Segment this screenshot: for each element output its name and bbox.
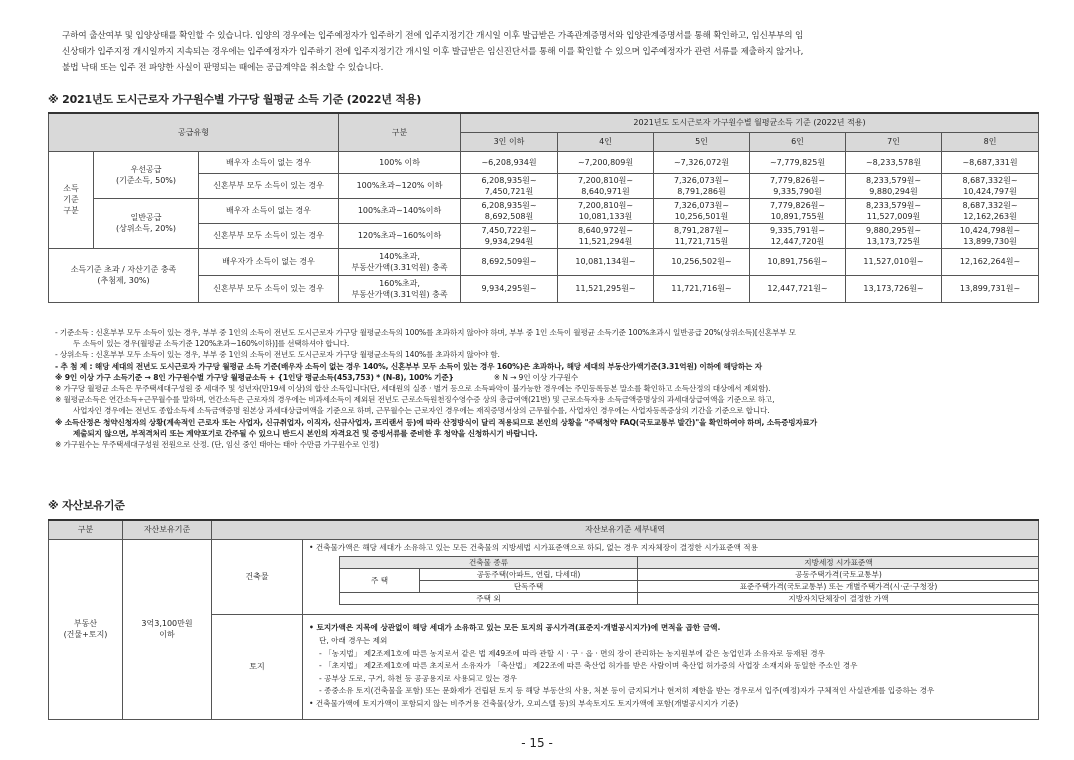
note-formula: ※ 9인 이상 가구 소득기준 → 8인 가구원수별 가구당 월평균소득 + {1인당 평균소득(453,753) * (N-8), 100% 기준}	[55, 372, 454, 382]
value-cell: 10,891,756원~	[750, 248, 846, 275]
table-row	[340, 593, 1039, 605]
value-cell	[846, 173, 942, 198]
table-row	[340, 569, 1039, 581]
table-row	[49, 248, 1039, 275]
priority-label-line: (기준소득, 50%)	[115, 175, 177, 185]
value-line: 11,721,715원	[674, 236, 729, 246]
value-cell: 11,721,716원~	[654, 275, 750, 302]
asset-header-category: 구분	[49, 520, 123, 539]
page-number: - 15 -	[521, 736, 553, 750]
asset-section-title: ※ 자산보유기준	[48, 499, 125, 512]
table-row	[340, 581, 1039, 593]
value-line: 8,687,332원~	[962, 175, 1018, 185]
note-line: 제출되지 않으면, 부적격처리 또는 계약포기로 간주될 수 있으니 반드시 본인의 자격요건 및 증빙서류를 준비한 후 청약을 신청하시기 바랍니다.	[73, 428, 538, 438]
building-label: 건축물	[212, 539, 303, 614]
inner-header-price: 지방세정 시가표준액	[638, 557, 1039, 569]
value-cell	[461, 223, 558, 248]
income-label-line: 기준	[63, 195, 79, 204]
note-line	[55, 372, 1040, 383]
row-desc: 배우자 소득이 없는 경우	[199, 151, 339, 173]
header-household-8: 8인	[942, 132, 1039, 151]
note-line: - 추 첨 제 : 해당 세대의 전년도 도시근로자 가구당 월평균 소득 기준(배우자 소득이 없는 경우 140%, 신혼부부 모두 소득이 있는 경우 160%)은 초과하나, 해당 세대의 부동산가액기준(3.31억원) 이하에 해당하는 자	[55, 361, 762, 371]
lottery-label-line: 소득기준 초과 / 자산기준 충족	[70, 265, 177, 274]
asset-header-detail: 자산보유기준 세부내역	[212, 520, 1039, 539]
table-row	[49, 198, 1039, 223]
row-category	[339, 275, 461, 302]
value-line: 6,208,935원~	[481, 175, 537, 185]
asset-criteria-table	[48, 519, 1039, 720]
value-cell	[846, 198, 942, 223]
value-line: 7,200,810원~	[577, 200, 634, 210]
intro-line: 신상태가 입주지정 개시일까지 지속되는 경우에는 입주예정자가 입주하기 전에 입주지정기간 개시일 이후 발급받은 임신진단서를 통해 이를 확인할 수 있으며 입주예정자가 관련 서류를 제출하지 않거나,	[62, 47, 804, 57]
row-desc: 신혼부부 모두 소득이 있는 경우	[199, 223, 339, 248]
land-line: - 「초지법」 제2조제1호에 따른 초지로서 소유자가 「축산법」 제22조에 따른 축산업 허가를 받은 사람이며 축산업 허가증의 사업장 소재지와 동일한 주소인 경우	[319, 661, 858, 671]
value-cell: ~7,200,809원	[558, 151, 654, 173]
inner-header-type: 건축물 종류	[340, 557, 638, 569]
row-desc: 배우자가 소득이 없는 경우	[199, 248, 339, 275]
land-line: 단, 아래 경우는 제외	[319, 636, 388, 646]
row-category	[339, 248, 461, 275]
header-household-3: 3인 이하	[461, 132, 558, 151]
header-household-4: 4인	[558, 132, 654, 151]
land-line: • 토지가액은 지목에 상관없이 해당 세대가 소유하고 있는 모든 토지의 공시가격(표준지·개별공시지가)에 면적을 곱한 금액.	[309, 623, 721, 633]
asset-standard-line: 이하	[159, 630, 175, 639]
income-label	[49, 151, 94, 248]
value-cell: ~7,779,825원	[750, 151, 846, 173]
note-line: ※ 소득산정은 청약신청자의 상황(계속적인 근로자 또는 사업자, 신규취업자, 이직자, 신규사업자, 프리랜서 등)에 따라 산정방식이 달리 적용되므로 본인의 상황을 "주택청약 FAQ(국토교통부 발간)"을 확인하여야 하며, 소득증빙자료가	[55, 417, 818, 427]
value-cell: 13,899,731원~	[942, 275, 1039, 302]
value-cell: 11,521,295원~	[558, 275, 654, 302]
value-line: 11,527,009원	[866, 211, 921, 221]
inner-type: 공동주택(아파트, 연립, 다세대)	[420, 569, 638, 581]
value-cell	[558, 173, 654, 198]
value-line: 12,447,720원	[770, 236, 825, 246]
value-line: 7,450,722원~	[481, 225, 537, 235]
note-line: - 상위소득 : 신혼부부 모두 소득이 있는 경우, 부부 중 1인의 소득이 전년도 도시근로자 가구당 월평균소득의 140%를 초과하지 않아야 함.	[55, 350, 500, 360]
land-line: - 종중소유 토지(건축물을 포함) 또는 문화재가 건립된 토지 등 해당 부동산의 사용, 처분 등이 금지되거나 현저히 제한을 받는 경우로서 입주(예정)자가 구체적인 사실관계를 입증하는 경우	[319, 686, 935, 696]
value-cell: 10,256,502원~	[654, 248, 750, 275]
building-detail	[303, 539, 1039, 614]
note-line: 두 소득이 있는 경우(월평균 소득기준 120%초과~160%이하)]를 선택하셔야 합니다.	[73, 339, 350, 349]
income-criteria-table	[48, 112, 1039, 303]
note-line: ※ 월평균소득은 연간소득÷근무월수를 말하며, 연간소득은 근로자의 경우에는 비과세소득이 제외된 전년도 근로소득원천징수영수증 상의 총급여액(21번) 및 근로소득자용 소득금액증명상의 과세대상급여액을 기준으로 하고,	[55, 395, 775, 405]
value-line: 8,687,332원~	[962, 200, 1018, 210]
value-cell: 12,447,721원~	[750, 275, 846, 302]
value-line: 9,934,294원	[484, 236, 534, 246]
value-cell: ~8,233,578원	[846, 151, 942, 173]
value-cell: ~8,687,331원	[942, 151, 1039, 173]
value-line: 13,173,725원	[866, 236, 921, 246]
value-cell	[750, 173, 846, 198]
value-cell: 9,934,295원~	[461, 275, 558, 302]
land-line: - 공부상 도로, 구거, 하천 등 공공용지로 사용되고 있는 경우	[319, 673, 518, 683]
value-cell	[942, 223, 1039, 248]
row-category: 100%초과~140%이하	[339, 198, 461, 223]
value-line: 9,880,295원~	[865, 225, 922, 235]
value-cell	[654, 173, 750, 198]
value-line: 7,326,073원~	[673, 175, 730, 185]
note-line: ※ 가구당 월평균 소득은 무주택세대구성원 중 세대주 및 성년자(만19세 이상)의 합산 소득입니다(단, 세대원의 실종 · 별거 등으로 소득파악이 불가능한 경우에는 주민등록등본 말소를 확인하고 소득산정의 대상에서 제외함).	[55, 384, 771, 394]
value-line: 10,256,501원	[674, 211, 729, 221]
note-n-definition: ※ N → 9인 이상 가구원수	[493, 372, 579, 382]
land-line: • 건축물가액에 토지가액이 포함되지 않는 비주거용 건축물(상가, 오피스텔 등)의 부속토지도 토지가액에 포함(개별공시지가 기준)	[309, 698, 739, 708]
value-line: 8,640,972원~	[577, 225, 634, 235]
lottery-label-line: (추첨제, 30%)	[97, 276, 150, 285]
inner-type: 단독주택	[420, 581, 638, 593]
header-category: 구분	[339, 113, 461, 151]
land-detail	[303, 614, 1039, 719]
building-price-table	[339, 556, 1039, 605]
value-line: 10,424,798원~	[959, 225, 1021, 235]
value-cell	[942, 173, 1039, 198]
category-line: 부동산가액(3.31억원) 충족	[351, 289, 448, 299]
general-label-line: (상위소득, 20%)	[115, 224, 177, 233]
value-line: 7,450,721원	[484, 186, 534, 196]
category-line: 160%초과,	[379, 278, 420, 288]
value-line: 8,233,579원~	[865, 175, 922, 185]
income-section-title: ※ 2021년도 도시근로자 가구원수별 가구당 월평균 소득 기준 (2022년 적용)	[48, 93, 422, 106]
land-line: - 「농지법」 제2조제1호에 따른 농지로서 같은 법 제49조에 따라 관할 시 · 구 · 읍 · 면의 장이 관리하는 농지원부에 같은 농업인과 소유자로 등재된 경우	[319, 648, 825, 658]
value-line: 10,424,797원	[963, 186, 1017, 196]
value-cell	[750, 198, 846, 223]
header-household-5: 5인	[654, 132, 750, 151]
value-line: 8,791,287원~	[673, 225, 730, 235]
building-note	[309, 542, 1032, 557]
note-line: ※ 가구원수는 무주택세대구성원 전원으로 산정. (단, 임신 중인 태아는 태아 수만큼 가구원수로 인정)	[55, 440, 379, 450]
inner-price: 공동주택가격(국토교통부)	[638, 569, 1039, 581]
income-notes	[55, 327, 1040, 450]
header-income-group: 2021년도 도시근로자 가구원수별 월평균소득 기준 (2022년 적용)	[461, 113, 1039, 132]
value-line: 8,233,579원~	[865, 200, 922, 210]
asset-category-line: 부동산	[73, 619, 98, 628]
row-desc: 배우자 소득이 없는 경우	[199, 198, 339, 223]
value-line: 7,779,826원~	[769, 175, 826, 185]
priority-label-line: 우선공급	[130, 164, 162, 174]
note-line: - 기준소득 : 신혼부부 모두 소득이 있는 경우, 부부 중 1인의 소득이 전년도 도시근로자 가구당 월평균소득의 100%를 초과하지 않아야 하며, 부부 중 1인 소득이 월평균 소득기준 100%초과시 일반공급 20%(상위소득)[신혼부부 모	[55, 328, 796, 337]
value-line: 6,208,935원~	[481, 200, 537, 210]
income-label-line: 구분	[63, 206, 79, 215]
value-cell: 8,692,509원~	[461, 248, 558, 275]
asset-category	[49, 539, 123, 719]
building-note-text: • 건축물가액은 해당 세대가 소유하고 있는 모든 건축물의 지방세법 시가표준액으로 하되, 없는 경우 지자체장이 결정한 시가표준액 적용	[309, 542, 758, 552]
value-cell	[558, 198, 654, 223]
value-cell: ~6,208,934원	[461, 151, 558, 173]
value-line: 13,899,730원	[963, 236, 1017, 246]
inner-price: 지방자치단체장이 결정한 가액	[638, 593, 1039, 605]
header-supply-type: 공급유형	[49, 113, 339, 151]
category-line: 140%초과,	[379, 251, 420, 261]
row-category: 100%초과~120% 이하	[339, 173, 461, 198]
lottery-supply-label	[49, 248, 199, 302]
priority-supply-label	[94, 151, 199, 198]
header-household-6: 6인	[750, 132, 846, 151]
value-line: 8,692,508원	[484, 211, 534, 221]
housing-label: 주 택	[340, 569, 420, 593]
row-category: 100% 이하	[339, 151, 461, 173]
value-line: 7,779,826원~	[769, 200, 826, 210]
value-line: 9,335,790원	[773, 186, 822, 196]
value-line: 10,081,133원	[578, 211, 633, 221]
land-label: 토지	[212, 614, 303, 719]
value-cell: 11,527,010원~	[846, 248, 942, 275]
table-row	[49, 151, 1039, 173]
value-line: 7,326,073원~	[673, 200, 730, 210]
general-label-line: 일반공급	[130, 213, 162, 222]
value-cell	[846, 223, 942, 248]
value-line: 9,880,294원	[869, 186, 918, 196]
value-cell	[461, 173, 558, 198]
intro-line: 구하여 출산여부 및 입양상태를 확인할 수 있습니다. 입양의 경우에는 입주예정자가 입주하기 전에 입주지정기간 개시일 이후 발급받은 가족관계증명서와 입양관계증명서를 통해 확인하고, 임신부부의 임	[62, 31, 804, 41]
value-line: 8,640,971원	[581, 186, 630, 196]
value-cell: 13,173,726원~	[846, 275, 942, 302]
value-cell	[942, 198, 1039, 223]
value-line: 10,891,755원	[770, 211, 825, 221]
income-label-line: 소득	[63, 184, 79, 193]
value-cell: 12,162,264원~	[942, 248, 1039, 275]
value-line: 11,521,294원	[578, 236, 633, 246]
category-line: 부동산가액(3.31억원) 충족	[351, 262, 448, 272]
asset-standard-line: 3억3,100만원	[141, 619, 193, 628]
value-line: 7,200,810원~	[577, 175, 634, 185]
value-line: 12,162,263원	[963, 211, 1017, 221]
general-supply-label	[94, 198, 199, 248]
inner-price: 표준주택가격(국토교통부) 또는 개별주택가격(시·군·구청장)	[638, 581, 1039, 593]
value-cell	[654, 198, 750, 223]
value-line: 8,791,286원	[677, 186, 726, 196]
row-desc: 신혼부부 모두 소득이 있는 경우	[199, 275, 339, 302]
note-line: 사업자인 경우에는 전년도 종합소득세 소득금액증명 원본상 과세대상급여액을 기준으로 하며, 근무월수는 근로자인 경우에는 재직증명서상의 근무월수를, 사업자인 경우에는 사업자등록증상의 기간을 기준으로 합니다.	[73, 406, 770, 416]
value-cell: 10,081,134원~	[558, 248, 654, 275]
intro-paragraph	[62, 28, 1037, 76]
intro-line: 불법 낙태 또는 입주 전 파양한 사실이 판명되는 때에는 공급계약을 취소할 수 있습니다.	[62, 63, 384, 73]
value-cell: ~7,326,072원	[654, 151, 750, 173]
inner-type: 주택 외	[340, 593, 638, 605]
asset-header-standard: 자산보유기준	[123, 520, 212, 539]
value-cell	[750, 223, 846, 248]
asset-standard	[123, 539, 212, 719]
value-line: 9,335,791원~	[769, 225, 826, 235]
value-cell	[654, 223, 750, 248]
row-category: 120%초과~160%이하	[339, 223, 461, 248]
header-household-7: 7인	[846, 132, 942, 151]
value-cell	[558, 223, 654, 248]
row-desc: 신혼부부 모두 소득이 있는 경우	[199, 173, 339, 198]
asset-category-line: (건물+토지)	[63, 630, 108, 639]
value-cell	[461, 198, 558, 223]
